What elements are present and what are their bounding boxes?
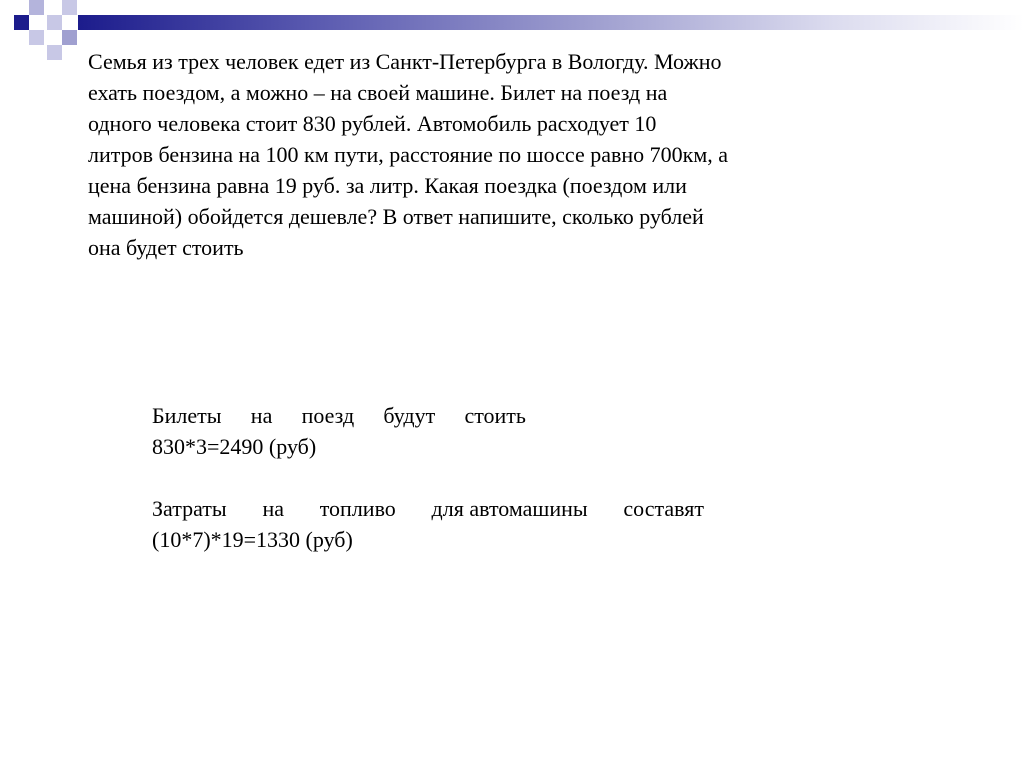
word: на bbox=[250, 403, 273, 428]
problem-line: одного человека стоит 830 рублей. Автомобиль расходует 10 bbox=[88, 111, 657, 136]
word: на bbox=[262, 496, 284, 521]
train-cost-label bbox=[152, 400, 526, 431]
problem-line: цена бензина равна 19 руб. за литр. Какая поездка (поездом или bbox=[88, 173, 687, 198]
car-cost-label bbox=[152, 493, 704, 524]
word: стоить bbox=[464, 403, 526, 428]
decor-square-light bbox=[62, 30, 77, 45]
problem-line: она будет стоить bbox=[88, 235, 244, 260]
word: поезд bbox=[301, 403, 355, 428]
decor-gradient-bar bbox=[78, 15, 1024, 30]
problem-line: машиной) обойдется дешевле? В ответ напишите, сколько рублей bbox=[88, 204, 704, 229]
solution-block bbox=[152, 400, 712, 555]
decor-square-navy bbox=[14, 15, 29, 30]
word: Билеты bbox=[152, 403, 222, 428]
decor-square-light bbox=[29, 30, 44, 45]
decor-square-light bbox=[29, 0, 44, 15]
problem-line: ехать поездом, а можно – на своей машине. Билет на поезд на bbox=[88, 80, 668, 105]
decor-square-light bbox=[47, 15, 62, 30]
word: составят bbox=[623, 496, 704, 521]
word: для автомашины bbox=[431, 496, 588, 521]
decor-square-light bbox=[62, 0, 77, 15]
problem-line: Семья из трех человек едет из Санкт-Петербурга в Вологду. Можно bbox=[88, 49, 722, 74]
decor-square-light bbox=[47, 45, 62, 60]
word: будут bbox=[383, 403, 436, 428]
problem-line: литров бензина на 100 км пути, расстояние по шоссе равно 700км, а bbox=[88, 142, 729, 167]
word: Затраты bbox=[152, 496, 227, 521]
word: топливо bbox=[319, 496, 396, 521]
car-cost-formula: (10*7)*19=1330 (руб) bbox=[152, 527, 353, 552]
spacer bbox=[152, 462, 712, 493]
problem-text bbox=[88, 46, 848, 263]
train-cost-formula: 830*3=2490 (руб) bbox=[152, 434, 317, 459]
